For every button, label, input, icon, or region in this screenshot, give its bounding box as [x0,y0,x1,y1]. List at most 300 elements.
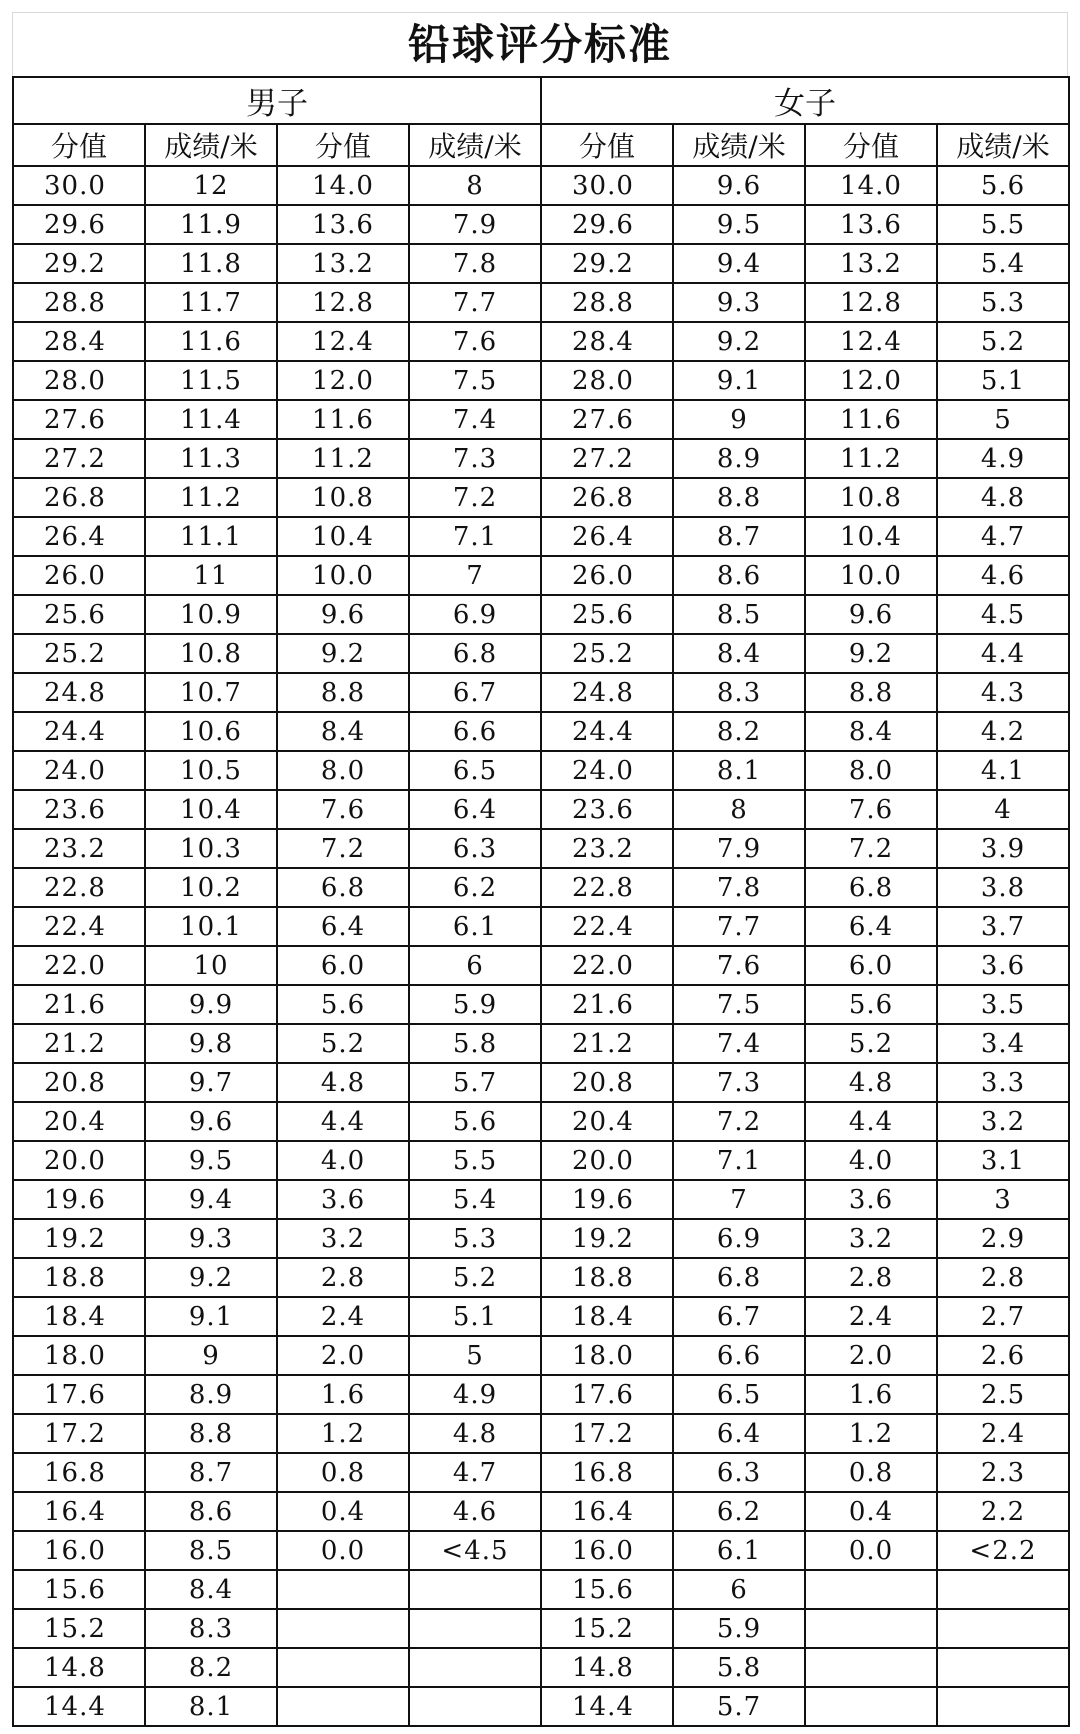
female-result-cell: 8.5 [673,595,805,634]
male-score-cell: 13.6 [277,205,409,244]
male-score-cell: 6.4 [277,907,409,946]
female-score-cell: 10.4 [805,517,937,556]
female-score-cell: 28.8 [541,283,673,322]
female-result-cell: 9.6 [673,166,805,205]
female-result-cell: 4.1 [937,751,1069,790]
female-result-cell: 3 [937,1180,1069,1219]
male-score-cell: 4.0 [277,1141,409,1180]
female-result-cell: 4.3 [937,673,1069,712]
table-row [13,1336,1069,1375]
male-score-cell: 2.4 [277,1297,409,1336]
score-table [12,76,1070,1727]
female-result-cell: 3.2 [937,1102,1069,1141]
female-score-cell: 13.6 [805,205,937,244]
table-row [13,1141,1069,1180]
female-score-cell: 3.2 [805,1219,937,1258]
table-row [13,1609,1069,1648]
table-row [13,985,1069,1024]
male-score-cell: 24.0 [13,751,145,790]
female-result-cell: 5.9 [673,1609,805,1648]
column-header: 成绩/米 [409,124,541,166]
female-result-cell: 6.3 [673,1453,805,1492]
table-row [13,634,1069,673]
male-result-cell: 5.6 [409,1102,541,1141]
column-header: 成绩/米 [673,124,805,166]
male-score-cell: 0.4 [277,1492,409,1531]
table-row [13,322,1069,361]
female-result-cell: 5.2 [937,322,1069,361]
male-result-cell: 10.2 [145,868,277,907]
table-row [13,673,1069,712]
male-score-cell: 3.6 [277,1180,409,1219]
male-result-cell [409,1570,541,1609]
male-result-cell: 7.7 [409,283,541,322]
male-result-cell: 6.3 [409,829,541,868]
female-score-cell [805,1687,937,1726]
male-score-cell: 20.8 [13,1063,145,1102]
table-row [13,556,1069,595]
female-score-cell: 18.8 [541,1258,673,1297]
female-score-cell: 22.0 [541,946,673,985]
male-score-cell [277,1687,409,1726]
female-score-cell: 0.0 [805,1531,937,1570]
table-row [13,478,1069,517]
male-result-cell: 10.5 [145,751,277,790]
female-result-cell: 7.3 [673,1063,805,1102]
column-header-row [13,124,1069,166]
male-result-cell: 11.3 [145,439,277,478]
male-score-cell [277,1570,409,1609]
male-result-cell: 9 [145,1336,277,1375]
male-score-cell: 10.4 [277,517,409,556]
male-score-cell: 26.0 [13,556,145,595]
female-result-cell: 9.5 [673,205,805,244]
female-score-cell: 10.0 [805,556,937,595]
table-row [13,751,1069,790]
male-result-cell: 5.1 [409,1297,541,1336]
male-result-cell: 10.1 [145,907,277,946]
male-result-cell: 5.2 [409,1258,541,1297]
male-score-cell: 22.0 [13,946,145,985]
male-result-cell: 6.6 [409,712,541,751]
male-score-cell: 10.8 [277,478,409,517]
male-score-cell: 25.2 [13,634,145,673]
column-header: 分值 [277,124,409,166]
male-result-cell: 6.2 [409,868,541,907]
female-result-cell: 7.9 [673,829,805,868]
female-score-cell: 14.8 [541,1648,673,1687]
male-score-cell: 0.8 [277,1453,409,1492]
male-result-cell: 8.2 [145,1648,277,1687]
female-score-cell: 18.4 [541,1297,673,1336]
female-score-cell: 28.0 [541,361,673,400]
female-score-cell: 16.4 [541,1492,673,1531]
female-score-cell: 20.8 [541,1063,673,1102]
table-row [13,1063,1069,1102]
male-score-cell: 0.0 [277,1531,409,1570]
female-result-cell: 9.2 [673,322,805,361]
table-row [13,1180,1069,1219]
female-score-cell [805,1609,937,1648]
male-result-cell: 12 [145,166,277,205]
female-result-cell: 5.8 [673,1648,805,1687]
female-result-cell: 6.5 [673,1375,805,1414]
female-score-cell: 27.6 [541,400,673,439]
female-score-cell: 17.6 [541,1375,673,1414]
column-header: 分值 [805,124,937,166]
female-result-cell: 6.7 [673,1297,805,1336]
female-result-cell [937,1687,1069,1726]
female-score-cell: 30.0 [541,166,673,205]
male-score-cell: 27.2 [13,439,145,478]
male-score-cell [277,1648,409,1687]
female-result-cell: 5.4 [937,244,1069,283]
male-result-cell: 6.1 [409,907,541,946]
female-score-cell: 18.0 [541,1336,673,1375]
male-score-cell [277,1609,409,1648]
female-score-cell: 26.0 [541,556,673,595]
female-score-cell: 4.8 [805,1063,937,1102]
column-header: 分值 [541,124,673,166]
table-row [13,868,1069,907]
male-result-cell: 7.9 [409,205,541,244]
male-result-cell: 11.2 [145,478,277,517]
female-score-cell: 9.2 [805,634,937,673]
male-result-cell: 5.4 [409,1180,541,1219]
female-result-cell: 3.7 [937,907,1069,946]
male-score-cell: 17.6 [13,1375,145,1414]
female-result-cell: 8.7 [673,517,805,556]
female-result-cell [937,1648,1069,1687]
male-result-cell: 11.5 [145,361,277,400]
male-score-cell: 8.0 [277,751,409,790]
male-result-cell: 11.1 [145,517,277,556]
male-score-cell: 26.8 [13,478,145,517]
female-result-cell: 4 [937,790,1069,829]
male-result-cell: 6.7 [409,673,541,712]
table-row [13,829,1069,868]
female-result-cell: 4.5 [937,595,1069,634]
female-score-cell: 16.8 [541,1453,673,1492]
male-score-cell: 28.4 [13,322,145,361]
male-result-cell: 7 [409,556,541,595]
female-score-cell: 23.2 [541,829,673,868]
male-result-cell: 10 [145,946,277,985]
male-score-cell: 22.4 [13,907,145,946]
female-result-cell: 5.7 [673,1687,805,1726]
female-result-cell: 4.4 [937,634,1069,673]
female-score-cell: 3.6 [805,1180,937,1219]
male-result-cell: 7.5 [409,361,541,400]
female-result-cell: 3.8 [937,868,1069,907]
female-score-cell: 2.4 [805,1297,937,1336]
male-score-cell: 27.6 [13,400,145,439]
male-result-cell: 8 [409,166,541,205]
male-result-cell: 5.9 [409,985,541,1024]
male-score-cell: 19.2 [13,1219,145,1258]
table-row [13,1687,1069,1726]
female-result-cell: 6.9 [673,1219,805,1258]
table-row [13,517,1069,556]
female-score-cell: 11.6 [805,400,937,439]
female-score-cell: 20.0 [541,1141,673,1180]
female-result-cell: 3.9 [937,829,1069,868]
male-score-cell: 24.4 [13,712,145,751]
female-result-cell: 8.2 [673,712,805,751]
table-row [13,1414,1069,1453]
male-result-cell [409,1687,541,1726]
female-result-cell: 3.3 [937,1063,1069,1102]
male-score-cell: 26.4 [13,517,145,556]
female-result-cell: 5.3 [937,283,1069,322]
table-row [13,166,1069,205]
male-result-cell: <4.5 [409,1531,541,1570]
male-result-cell: 9.7 [145,1063,277,1102]
male-score-cell: 29.2 [13,244,145,283]
male-score-cell: 1.2 [277,1414,409,1453]
female-score-cell: 29.6 [541,205,673,244]
female-result-cell: 6.6 [673,1336,805,1375]
male-score-cell: 7.2 [277,829,409,868]
female-result-cell: 7.5 [673,985,805,1024]
male-result-cell: 8.4 [145,1570,277,1609]
male-score-cell: 29.6 [13,205,145,244]
table-row [13,244,1069,283]
female-score-cell: 19.2 [541,1219,673,1258]
male-result-cell: 11.8 [145,244,277,283]
male-score-cell: 11.6 [277,400,409,439]
female-score-cell: 8.0 [805,751,937,790]
female-result-cell: 2.2 [937,1492,1069,1531]
male-score-cell: 11.2 [277,439,409,478]
male-score-cell: 4.8 [277,1063,409,1102]
female-score-cell: 19.6 [541,1180,673,1219]
table-row [13,361,1069,400]
male-score-cell: 6.0 [277,946,409,985]
female-score-cell: 15.6 [541,1570,673,1609]
male-result-cell: 11 [145,556,277,595]
male-result-cell: 8.5 [145,1531,277,1570]
male-result-cell: 5.8 [409,1024,541,1063]
female-score-cell: 8.4 [805,712,937,751]
male-score-cell: 15.2 [13,1609,145,1648]
female-score-cell: 14.4 [541,1687,673,1726]
male-result-cell: 9.5 [145,1141,277,1180]
male-score-cell: 23.2 [13,829,145,868]
female-score-cell: 22.4 [541,907,673,946]
female-result-cell: 8.6 [673,556,805,595]
male-score-cell: 14.0 [277,166,409,205]
female-result-cell: 2.5 [937,1375,1069,1414]
female-score-cell: 29.2 [541,244,673,283]
female-score-cell [805,1570,937,1609]
male-score-cell: 2.0 [277,1336,409,1375]
male-result-cell: 9.9 [145,985,277,1024]
female-score-cell: 14.0 [805,166,937,205]
male-score-cell: 14.8 [13,1648,145,1687]
female-score-cell: 26.4 [541,517,673,556]
female-score-cell: 24.8 [541,673,673,712]
female-result-cell: 4.2 [937,712,1069,751]
male-result-cell: 6 [409,946,541,985]
male-result-cell [409,1609,541,1648]
male-result-cell: 7.1 [409,517,541,556]
male-result-cell: 7.6 [409,322,541,361]
table-row [13,439,1069,478]
female-score-cell: 6.4 [805,907,937,946]
female-score-cell: 25.2 [541,634,673,673]
female-score-cell: 24.4 [541,712,673,751]
male-result-cell: 11.6 [145,322,277,361]
male-result-cell [409,1648,541,1687]
female-result-cell: 8.4 [673,634,805,673]
male-score-cell: 30.0 [13,166,145,205]
female-score-cell: 13.2 [805,244,937,283]
female-result-cell: 5.5 [937,205,1069,244]
female-score-cell: 11.2 [805,439,937,478]
male-score-cell: 22.8 [13,868,145,907]
female-result-cell [937,1609,1069,1648]
male-result-cell: 9.2 [145,1258,277,1297]
female-result-cell: 7.6 [673,946,805,985]
female-score-cell: 16.0 [541,1531,673,1570]
table-row [13,1648,1069,1687]
female-score-cell: 27.2 [541,439,673,478]
female-result-cell: 7.4 [673,1024,805,1063]
male-result-cell: 9.4 [145,1180,277,1219]
female-result-cell: 7.1 [673,1141,805,1180]
male-score-cell: 18.0 [13,1336,145,1375]
male-result-cell: 11.4 [145,400,277,439]
male-score-cell: 25.6 [13,595,145,634]
male-result-cell: 6.8 [409,634,541,673]
male-result-cell: 9.8 [145,1024,277,1063]
female-result-cell: 2.9 [937,1219,1069,1258]
female-result-cell: 3.4 [937,1024,1069,1063]
female-result-cell: 3.6 [937,946,1069,985]
table-row [13,946,1069,985]
female-score-cell: 4.0 [805,1141,937,1180]
male-result-cell: 7.3 [409,439,541,478]
female-result-cell: 2.7 [937,1297,1069,1336]
female-result-cell: 8.1 [673,751,805,790]
female-score-cell: 8.8 [805,673,937,712]
male-score-cell: 1.6 [277,1375,409,1414]
male-score-cell: 5.6 [277,985,409,1024]
female-score-cell: 0.8 [805,1453,937,1492]
table-row [13,1102,1069,1141]
male-score-cell: 12.8 [277,283,409,322]
female-score-cell [805,1648,937,1687]
male-result-cell: 6.9 [409,595,541,634]
female-score-cell: 24.0 [541,751,673,790]
female-score-cell: 5.6 [805,985,937,1024]
male-score-cell: 18.4 [13,1297,145,1336]
female-score-cell: 28.4 [541,322,673,361]
table-row [13,1219,1069,1258]
group-header-row [13,77,1069,124]
female-result-cell: 6.8 [673,1258,805,1297]
female-score-cell: 15.2 [541,1609,673,1648]
female-result-cell: 6.1 [673,1531,805,1570]
female-score-cell: 6.0 [805,946,937,985]
female-result-cell: 7.8 [673,868,805,907]
female-result-cell: <2.2 [937,1531,1069,1570]
male-result-cell: 5.3 [409,1219,541,1258]
male-result-cell: 8.8 [145,1414,277,1453]
female-score-cell: 7.2 [805,829,937,868]
female-result-cell [937,1570,1069,1609]
male-score-cell: 12.0 [277,361,409,400]
table-row [13,1570,1069,1609]
male-result-cell: 7.4 [409,400,541,439]
male-score-cell: 16.0 [13,1531,145,1570]
male-score-cell: 16.8 [13,1453,145,1492]
male-score-cell: 20.0 [13,1141,145,1180]
female-score-cell: 2.8 [805,1258,937,1297]
female-score-cell: 12.8 [805,283,937,322]
male-score-cell: 28.0 [13,361,145,400]
male-result-cell: 10.8 [145,634,277,673]
male-score-cell: 24.8 [13,673,145,712]
female-score-cell: 12.0 [805,361,937,400]
female-result-cell: 5 [937,400,1069,439]
male-score-cell: 9.6 [277,595,409,634]
female-score-cell: 7.6 [805,790,937,829]
female-score-cell: 23.6 [541,790,673,829]
female-result-cell: 2.4 [937,1414,1069,1453]
male-score-cell: 6.8 [277,868,409,907]
female-result-cell: 5.1 [937,361,1069,400]
male-result-cell: 10.9 [145,595,277,634]
female-score-cell: 10.8 [805,478,937,517]
male-score-cell: 14.4 [13,1687,145,1726]
female-result-cell: 7.2 [673,1102,805,1141]
female-result-cell: 8.9 [673,439,805,478]
male-result-cell: 7.2 [409,478,541,517]
female-score-cell: 0.4 [805,1492,937,1531]
male-result-cell: 9.3 [145,1219,277,1258]
male-result-cell: 11.9 [145,205,277,244]
female-score-cell: 17.2 [541,1414,673,1453]
table-row [13,790,1069,829]
male-result-cell: 5 [409,1336,541,1375]
female-result-cell: 4.6 [937,556,1069,595]
male-score-cell: 21.6 [13,985,145,1024]
table-row [13,1453,1069,1492]
female-score-cell: 1.6 [805,1375,937,1414]
male-result-cell: 6.5 [409,751,541,790]
table-row [13,205,1069,244]
column-header: 成绩/米 [937,124,1069,166]
male-score-cell: 10.0 [277,556,409,595]
male-score-cell: 7.6 [277,790,409,829]
female-result-cell: 4.8 [937,478,1069,517]
male-score-cell: 8.8 [277,673,409,712]
female-result-cell: 9.3 [673,283,805,322]
table-row [13,1492,1069,1531]
female-score-cell: 26.8 [541,478,673,517]
female-result-cell: 6 [673,1570,805,1609]
female-score-cell: 20.4 [541,1102,673,1141]
female-result-cell: 3.5 [937,985,1069,1024]
male-score-cell: 19.6 [13,1180,145,1219]
male-score-cell: 12.4 [277,322,409,361]
female-score-cell: 25.6 [541,595,673,634]
column-header: 分值 [13,124,145,166]
female-score-cell: 5.2 [805,1024,937,1063]
male-result-cell: 4.8 [409,1414,541,1453]
